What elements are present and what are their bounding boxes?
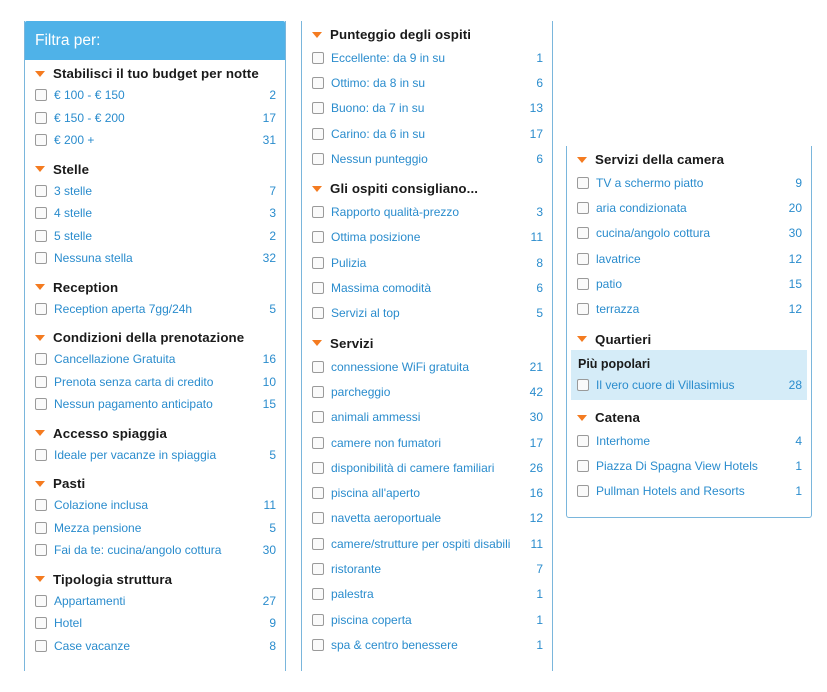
filter-option-interhome[interactable] — [567, 428, 811, 453]
checkbox-icon[interactable] — [35, 398, 47, 410]
filter-option-count: 7 — [269, 183, 276, 198]
filter-option-label[interactable]: Ideale per vacanze in spiaggia — [54, 447, 217, 462]
filter-option-count: 3 — [536, 205, 543, 220]
expand-triangle-icon[interactable] — [35, 481, 45, 487]
filter-option-count: 11 — [530, 230, 543, 245]
filter-option-count: 12 — [788, 302, 802, 317]
checkbox-icon[interactable] — [577, 435, 589, 447]
checkbox-icon[interactable] — [35, 207, 47, 219]
filter-option-count: 6 — [536, 151, 543, 166]
checkbox-icon[interactable] — [312, 462, 324, 474]
filter-option-count: 13 — [529, 101, 543, 116]
checkbox-icon[interactable] — [312, 77, 324, 89]
checkbox-icon[interactable] — [312, 411, 324, 423]
expand-triangle-icon[interactable] — [35, 71, 45, 77]
filter-option-count: 16 — [262, 352, 276, 367]
filter-option-count: 9 — [269, 616, 276, 631]
checkbox-icon[interactable] — [312, 639, 324, 651]
filter-option-label[interactable]: Rapporto qualità-prezzo — [331, 205, 460, 220]
expand-triangle-icon[interactable] — [35, 576, 45, 582]
filter-group-reception[interactable] — [35, 280, 285, 295]
filter-option-mezza-pensione[interactable] — [25, 517, 285, 540]
filter-option-label[interactable]: navetta aeroportuale — [331, 511, 442, 526]
filter-option-reception-aperta-7gg-24h[interactable] — [25, 298, 285, 321]
filter-option-count: 1 — [795, 459, 802, 474]
filter-option-eccellente-da-9-in-su[interactable] — [302, 45, 552, 70]
filter-option-il-vero-cuore-di-villasimius[interactable] — [571, 373, 807, 398]
filter-option-count: 28 — [788, 378, 802, 393]
filter-option-count: 11 — [530, 536, 543, 551]
filter-column-3 — [566, 146, 812, 518]
filter-group-title: Pasti — [53, 476, 86, 491]
checkbox-icon[interactable] — [312, 307, 324, 319]
checkbox-icon[interactable] — [577, 278, 589, 290]
filter-option-count: 1 — [795, 484, 802, 499]
filter-option-label[interactable]: 3 stelle — [54, 183, 93, 198]
checkbox-icon[interactable] — [312, 282, 324, 294]
filter-option-pullman-hotels-and-resorts[interactable] — [567, 479, 811, 504]
checkbox-icon[interactable] — [35, 230, 47, 242]
filter-option-count: 30 — [788, 226, 802, 241]
filter-option-count: 2 — [269, 88, 276, 103]
filter-option-label[interactable]: lavatrice — [596, 251, 641, 266]
filter-group-title: Punteggio degli ospiti — [330, 27, 472, 42]
filter-option-label[interactable]: Buono: da 7 in su — [331, 101, 425, 116]
filter-option-150-200[interactable] — [25, 107, 285, 130]
filter-option-camere-strutture-per-ospiti-disabili[interactable] — [302, 531, 552, 556]
filter-option-label[interactable]: Pulizia — [331, 255, 367, 270]
filter-option-label[interactable]: Pullman Hotels and Resorts — [596, 484, 745, 499]
filter-option-label[interactable]: Piazza Di Spagna View Hotels — [596, 459, 758, 474]
checkbox-icon[interactable] — [577, 202, 589, 214]
filter-option-label[interactable]: Il vero cuore di Villasimius — [596, 378, 735, 393]
filter-group-stelle[interactable] — [35, 162, 285, 177]
filter-option-label[interactable]: camere/strutture per ospiti disabili — [331, 536, 511, 551]
filter-option-aria-condizionata[interactable] — [567, 195, 811, 220]
checkbox-icon[interactable] — [577, 460, 589, 472]
filter-option-label[interactable]: € 150 - € 200 — [54, 110, 125, 125]
filter-option-navetta-aeroportuale[interactable] — [302, 506, 552, 531]
filter-group-servizi[interactable] — [312, 336, 552, 351]
filter-option-terrazza[interactable] — [567, 296, 811, 321]
checkbox-icon[interactable] — [312, 361, 324, 373]
checkbox-icon[interactable] — [35, 376, 47, 388]
filter-option-rapporto-qualita-prezzo[interactable] — [302, 199, 552, 224]
expand-triangle-icon[interactable] — [312, 186, 322, 192]
checkbox-icon[interactable] — [312, 257, 324, 269]
filter-option-label[interactable]: Interhome — [596, 433, 651, 448]
filter-option-piscina-all-aperto[interactable] — [302, 480, 552, 505]
filter-option-label[interactable]: Carino: da 6 in su — [331, 126, 426, 141]
filter-option-nessun-pagamento-anticipato[interactable] — [25, 393, 285, 416]
filter-option-label[interactable]: Appartamenti — [54, 593, 126, 608]
filter-option-count: 5 — [269, 520, 276, 535]
filter-option-count: 3 — [269, 206, 276, 221]
filter-option-label[interactable]: TV a schermo piatto — [596, 175, 704, 190]
filter-option-count: 31 — [262, 133, 276, 148]
filter-option-tv-a-schermo-piatto[interactable] — [567, 170, 811, 195]
filter-option-prenota-senza-carta-di-credito[interactable] — [25, 371, 285, 394]
filter-option-label[interactable]: Fai da te: cucina/angolo cottura — [54, 543, 222, 558]
filter-option-count: 6 — [536, 281, 543, 296]
filter-option-label[interactable]: € 200 + — [54, 133, 95, 148]
expand-triangle-icon[interactable] — [312, 340, 322, 346]
filter-option-count: 21 — [529, 359, 543, 374]
filter-option-label[interactable]: spa & centro benessere — [331, 637, 458, 652]
expand-triangle-icon[interactable] — [577, 157, 587, 163]
checkbox-icon[interactable] — [312, 206, 324, 218]
expand-triangle-icon[interactable] — [35, 166, 45, 172]
checkbox-icon[interactable] — [577, 379, 589, 391]
filter-option-camere-non-fumatori[interactable] — [302, 430, 552, 455]
filter-option-label[interactable]: palestra — [331, 587, 374, 602]
filter-option-count: 2 — [269, 228, 276, 243]
filter-option-label[interactable]: cucina/angolo cottura — [596, 226, 711, 241]
filter-option-count: 20 — [788, 200, 802, 215]
filter-option-palestra[interactable] — [302, 582, 552, 607]
checkbox-icon[interactable] — [35, 89, 47, 101]
filter-option-label[interactable]: Nessun pagamento anticipato — [54, 397, 213, 412]
filter-option-count: 1 — [536, 587, 543, 602]
expand-triangle-icon[interactable] — [35, 335, 45, 341]
filter-option-nessuna-stella[interactable] — [25, 247, 285, 270]
filter-option-200[interactable] — [25, 129, 285, 152]
filter-option-label[interactable]: Case vacanze — [54, 638, 131, 653]
filter-option-count: 1 — [536, 612, 543, 627]
filter-option-label[interactable]: parcheggio — [331, 384, 391, 399]
filter-option-3-stelle[interactable] — [25, 180, 285, 203]
filter-group-title: Quartieri — [595, 331, 652, 347]
filter-group-title: Stabilisci il tuo budget per notte — [53, 66, 259, 81]
filter-group-pasti[interactable] — [35, 476, 285, 491]
filter-group-title: Condizioni della prenotazione — [53, 330, 245, 345]
filter-option-label[interactable]: piscina all'aperto — [331, 486, 421, 501]
filter-option-hotel[interactable] — [25, 612, 285, 635]
filter-option-pulizia[interactable] — [302, 250, 552, 275]
filter-option-colazione-inclusa[interactable] — [25, 494, 285, 517]
filter-option-count: 8 — [536, 255, 543, 270]
filter-column-1 — [24, 21, 286, 671]
filter-option-label[interactable]: Nessun punteggio — [331, 151, 428, 166]
filter-option-label[interactable]: Massima comodità — [331, 281, 432, 296]
filter-option-massima-comodita[interactable] — [302, 275, 552, 300]
filter-option-label[interactable]: Prenota senza carta di credito — [54, 374, 214, 389]
checkbox-icon[interactable] — [35, 617, 47, 629]
expand-triangle-icon[interactable] — [35, 284, 45, 290]
filter-option-parcheggio[interactable] — [302, 379, 552, 404]
filter-group-title: Stelle — [53, 161, 90, 177]
filter-option-connessione-wifi-gratuita[interactable] — [302, 354, 552, 379]
expand-triangle-icon[interactable] — [35, 430, 45, 436]
checkbox-icon[interactable] — [577, 177, 589, 189]
filter-option-label[interactable]: 5 stelle — [54, 228, 93, 243]
filter-group-tipologia-struttura[interactable] — [35, 572, 285, 587]
filter-group-gli-ospiti-consigliano[interactable] — [312, 181, 552, 196]
checkbox-icon[interactable] — [312, 588, 324, 600]
checkbox-icon[interactable] — [35, 522, 47, 534]
filter-column-2 — [301, 21, 553, 671]
filter-option-count: 17 — [529, 126, 543, 141]
popular-neighborhoods-box — [571, 350, 807, 400]
filter-option-label[interactable]: Nessuna stella — [54, 251, 133, 266]
filter-panel-header: Filtra per: — [25, 21, 285, 60]
filter-option-buono-da-7-in-su[interactable] — [302, 96, 552, 121]
filter-group-accesso-spiaggia[interactable] — [35, 426, 285, 441]
filter-option-count: 16 — [529, 486, 543, 501]
filter-option-piazza-di-spagna-view-hotels[interactable] — [567, 453, 811, 478]
checkbox-icon[interactable] — [312, 614, 324, 626]
filter-option-count: 42 — [529, 384, 543, 399]
checkbox-icon[interactable] — [35, 499, 47, 511]
filter-group-punteggio-degli-ospiti[interactable] — [312, 27, 552, 42]
filter-group-title: Accesso spiaggia — [53, 425, 167, 441]
filter-option-label[interactable]: terrazza — [596, 302, 640, 317]
filter-option-count: 12 — [788, 251, 802, 266]
filter-option-count: 12 — [529, 511, 543, 526]
checkbox-icon[interactable] — [35, 640, 47, 652]
checkbox-icon[interactable] — [35, 449, 47, 461]
filter-option-label[interactable]: € 100 - € 150 — [54, 88, 125, 103]
filter-option-label[interactable]: camere non fumatori — [331, 435, 442, 450]
filter-option-label[interactable]: aria condizionata — [596, 200, 687, 215]
filter-option-count: 15 — [262, 397, 276, 412]
checkbox-icon[interactable] — [35, 544, 47, 556]
filter-option-count: 10 — [262, 374, 276, 389]
filter-option-count: 5 — [269, 301, 276, 316]
checkbox-icon[interactable] — [577, 227, 589, 239]
filter-option-count: 1 — [536, 637, 543, 652]
filter-option-patio[interactable] — [567, 271, 811, 296]
filter-option-label[interactable]: Hotel — [54, 616, 83, 631]
filter-group-title: Gli ospiti consigliano... — [330, 181, 479, 197]
filter-option-disponibilita-di-camere-familiari[interactable] — [302, 455, 552, 480]
checkbox-icon[interactable] — [312, 437, 324, 449]
checkbox-icon[interactable] — [312, 487, 324, 499]
filter-option-fai-da-te-cucina-angolo-cottura[interactable] — [25, 539, 285, 562]
filter-option-label[interactable]: Ottima posizione — [331, 230, 421, 245]
filter-option-label[interactable]: Ottimo: da 8 in su — [331, 75, 426, 90]
checkbox-icon[interactable] — [312, 538, 324, 550]
filter-option-count: 27 — [262, 593, 276, 608]
filter-option-label[interactable]: patio — [596, 276, 623, 291]
popular-title: Più popolari — [578, 356, 651, 371]
expand-triangle-icon[interactable] — [577, 415, 587, 421]
filter-option-servizi-al-top[interactable] — [302, 301, 552, 326]
filter-option-case-vacanze[interactable] — [25, 635, 285, 658]
filter-option-lavatrice[interactable] — [567, 246, 811, 271]
filter-option-label[interactable]: animali ammessi — [331, 410, 421, 425]
filter-option-label[interactable]: piscina coperta — [331, 612, 412, 627]
filter-option-count: 17 — [262, 110, 276, 125]
filter-option-5-stelle[interactable] — [25, 225, 285, 248]
filter-option-count: 30 — [529, 410, 543, 425]
checkbox-icon[interactable] — [35, 185, 47, 197]
filter-option-label[interactable]: connessione WiFi gratuita — [331, 359, 470, 374]
filter-option-ottimo-da-8-in-su[interactable] — [302, 70, 552, 95]
checkbox-icon[interactable] — [35, 112, 47, 124]
filter-option-label[interactable]: Eccellente: da 9 in su — [331, 50, 446, 65]
filter-option-label[interactable]: Colazione inclusa — [54, 498, 149, 513]
checkbox-icon[interactable] — [312, 153, 324, 165]
filter-group-servizi-della-camera[interactable] — [577, 152, 811, 167]
checkbox-icon[interactable] — [312, 231, 324, 243]
checkbox-icon[interactable] — [35, 134, 47, 146]
filter-option-piscina-coperta[interactable] — [302, 607, 552, 632]
checkbox-icon[interactable] — [577, 253, 589, 265]
checkbox-icon[interactable] — [35, 252, 47, 264]
filter-option-4-stelle[interactable] — [25, 202, 285, 225]
filter-option-count: 7 — [536, 561, 543, 576]
filter-option-label[interactable]: Mezza pensione — [54, 520, 142, 535]
filter-option-label[interactable]: ristorante — [331, 561, 382, 576]
checkbox-icon[interactable] — [312, 563, 324, 575]
filter-option-ottima-posizione[interactable] — [302, 225, 552, 250]
filter-option-count: 17 — [529, 435, 543, 450]
filter-option-cucina-angolo-cottura[interactable] — [567, 221, 811, 246]
filter-option-count: 26 — [529, 460, 543, 475]
filter-option-count: 30 — [262, 543, 276, 558]
checkbox-icon[interactable] — [312, 386, 324, 398]
checkbox-icon[interactable] — [577, 303, 589, 315]
expand-triangle-icon[interactable] — [312, 32, 322, 38]
filter-option-count: 32 — [262, 251, 276, 266]
filter-option-label[interactable]: disponibilità di camere familiari — [331, 460, 495, 475]
filter-option-count: 8 — [269, 638, 276, 653]
checkbox-icon[interactable] — [35, 303, 47, 315]
filter-option-carino-da-6-in-su[interactable] — [302, 121, 552, 146]
filter-option-count: 5 — [536, 306, 543, 321]
filter-group-title: Reception — [53, 279, 119, 295]
filter-option-cancellazione-gratuita[interactable] — [25, 348, 285, 371]
checkbox-icon[interactable] — [35, 595, 47, 607]
checkbox-icon[interactable] — [577, 485, 589, 497]
filter-option-label[interactable]: Cancellazione Gratuita — [54, 352, 176, 367]
checkbox-icon[interactable] — [312, 102, 324, 114]
filter-option-label[interactable]: Servizi al top — [331, 306, 400, 321]
filter-option-count: 15 — [788, 276, 802, 291]
filter-option-count: 6 — [536, 75, 543, 90]
filter-option-count: 5 — [269, 447, 276, 462]
checkbox-icon[interactable] — [312, 52, 324, 64]
filter-option-nessun-punteggio[interactable] — [302, 146, 552, 171]
filter-group-title: Servizi della camera — [595, 152, 725, 167]
filter-option-appartamenti[interactable] — [25, 590, 285, 613]
filter-option-label[interactable]: 4 stelle — [54, 206, 93, 221]
filter-option-100-150[interactable] — [25, 84, 285, 107]
filter-option-spa-centro-benessere[interactable] — [302, 632, 552, 657]
filter-option-ristorante[interactable] — [302, 556, 552, 581]
filter-option-count: 4 — [795, 433, 802, 448]
filter-option-label[interactable]: Reception aperta 7gg/24h — [54, 301, 193, 316]
filter-option-count: 11 — [263, 498, 276, 513]
filter-option-count: 1 — [536, 50, 543, 65]
filter-group-condizioni-della-prenotazione[interactable] — [35, 330, 285, 345]
filter-option-count: 9 — [795, 175, 802, 190]
checkbox-icon[interactable] — [312, 128, 324, 140]
filter-group-title: Catena — [595, 410, 640, 426]
filter-group-title: Servizi — [330, 335, 374, 351]
filter-option-animali-ammessi[interactable] — [302, 405, 552, 430]
expand-triangle-icon[interactable] — [577, 336, 587, 342]
filter-group-catena[interactable] — [577, 410, 811, 425]
filter-group-stabilisci-il-tuo-budget-per-notte[interactable] — [35, 66, 285, 81]
checkbox-icon[interactable] — [312, 512, 324, 524]
filter-group-quartieri[interactable] — [577, 332, 811, 347]
filter-option-ideale-per-vacanze-in-spiaggia[interactable] — [25, 444, 285, 467]
filter-group-title: Tipologia struttura — [53, 571, 173, 587]
checkbox-icon[interactable] — [35, 353, 47, 365]
